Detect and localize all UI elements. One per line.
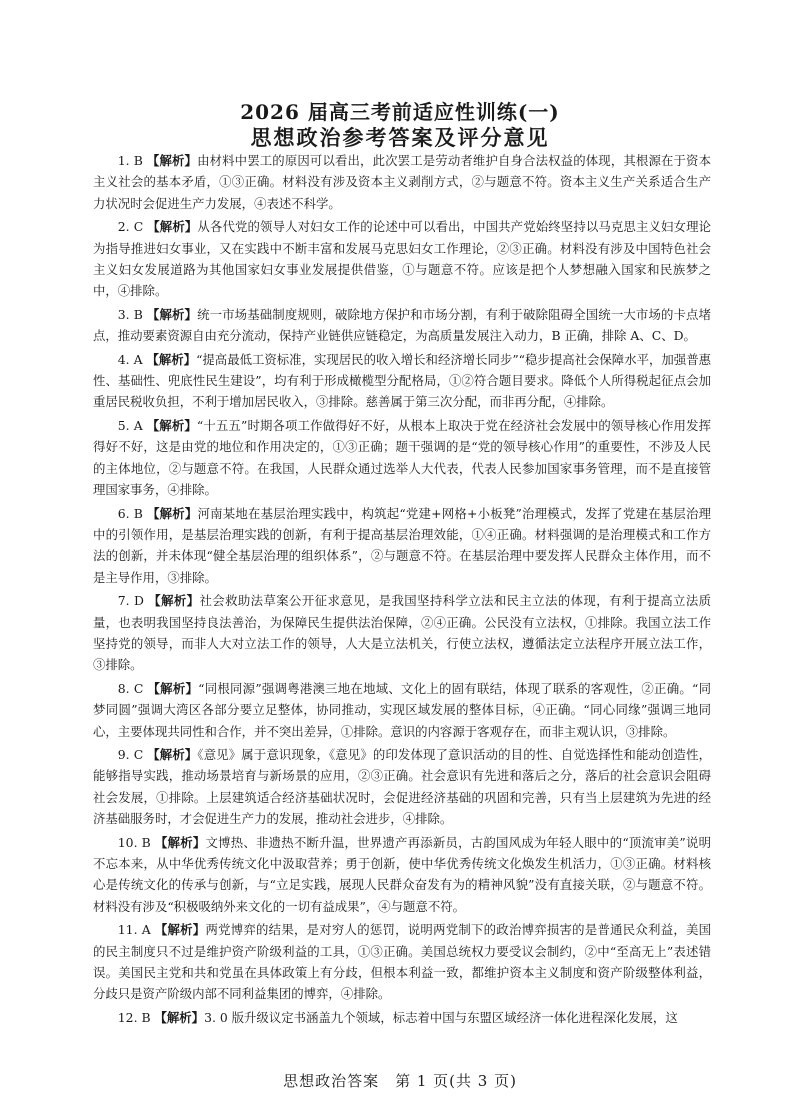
answer-item bbox=[93, 678, 711, 742]
answer-list bbox=[93, 150, 711, 1030]
answer-item bbox=[93, 744, 711, 830]
answer-number: 2. C bbox=[117, 219, 144, 235]
answer-text: 《意见》属于意识现象，《意见》的印发体现了意识活动的目的性、自觉选择性和能动创造性，能够指导实践，推动场景培育与新场景的应用，②③正确。社会意识有先进和落后之分，落后的社会意识会阻碍社会发展，①排除。上层建筑适合经济基础状况时，会促进经济基础的巩固和完善，只有当上层建筑为先进的经济基础服务时，才会促进生产力的发展，推动社会进步，④排除。 bbox=[93, 746, 711, 827]
answer-item bbox=[93, 503, 711, 589]
answer-number: 10. B bbox=[117, 834, 151, 850]
answer-text: 两党博弈的结果，是对穷人的惩罚，说明两党制下的政治博弈损害的是普通民众利益，美国的民主制度只不过是维护资产阶级利益的工具，①③正确。美国总统权力要受议会制约，②中“至高无上”表述错误。美国民主党和共和党虽在具体政策上有分歧，但根本利益一致，都维护资本主义制度和资产阶级整体利益，分歧只是资产阶级内部不同利益集团的博弈，④排除。 bbox=[93, 922, 712, 1002]
analysis-tag: 【解析】 bbox=[154, 834, 206, 850]
answer-text: 统一市场基础制度规则，破除地方保护和市场分割，有利于破除阻碍全国统一大市场的卡点堵点，推动要素资源自由充分流动，保持产业链供应链稳定，为高质量发展注入动力，B 正确，排除 A、C、D。 bbox=[93, 306, 711, 344]
analysis-tag: 【解析】 bbox=[146, 351, 197, 367]
answer-text: “提高最低工资标准，实现居民的收入增长和经济增长同步”“稳步提高社会保障水平，加强普惠性、基础性、兜底性民生建设”，均有利于形成橄榄型分配格局，①②符合题目要求。降低个人所得税起征点会加重居民税收负担，不利于增加居民收入，③排除。慈善属于第三次分配，而非再分配，④排除。 bbox=[93, 351, 711, 410]
answer-item bbox=[93, 590, 711, 676]
answer-item bbox=[93, 216, 711, 302]
answer-number: 3. B bbox=[117, 306, 143, 322]
answer-text: 文博热、非遗热不断升温，世界遗产再添新员，古韵国风成为年轻人眼中的“顶流审美”说明不忘本来，从中华优秀传统文化中汲取营养；勇于创新，使中华优秀传统文化焕发生机活力，①③正确。材料核心是传统文化的传承与创新，与“立足实践，展现人民群众奋发有为的精神风貌”没有直接关联，②与题意不符。材料没有涉及“积极吸纳外来文化的一切有益成果”，④与题意不符。 bbox=[93, 834, 712, 914]
analysis-tag: 【解析】 bbox=[147, 680, 199, 696]
answer-item bbox=[93, 349, 711, 413]
analysis-tag: 【解析】 bbox=[147, 746, 198, 762]
answer-item bbox=[93, 415, 711, 501]
answer-text: 社会救助法草案公开征求意见，是我国坚持科学立法和民主立法的体现，有利于提高立法质量，也表明我国坚持良法善治，为保障民生提供法治保障，②④正确。公民没有立法权，①排除。我国立法工作坚持党的领导，而非人大对立法工作的领导，人大是立法机关，行使立法权，遵循法定立法程序开展立法工作，③排除。 bbox=[93, 593, 712, 673]
page-subtitle: 思想政治参考答案及评分意见 bbox=[250, 125, 550, 150]
analysis-tag: 【解析】 bbox=[147, 505, 198, 521]
answer-number: 7. D bbox=[117, 593, 144, 609]
answer-item bbox=[93, 919, 711, 1005]
answer-item bbox=[93, 150, 711, 214]
answer-number: 6. B bbox=[117, 505, 143, 521]
answer-number: 12. B bbox=[117, 1009, 151, 1025]
analysis-tag: 【解析】 bbox=[146, 417, 197, 433]
answer-number: 11. A bbox=[117, 922, 151, 938]
page-title: 2026 届高三考前适应性训练(一) bbox=[240, 100, 560, 124]
answer-text: 从各代党的领导人对妇女工作的论述中可以看出，中国共产党始终坚持以马克思主义妇女理论为指导推进妇女事业，又在实践中不断丰富和发展马克思妇女工作理论，②③正确。材料没有涉及中国特色社会主义妇女发展道路为其他国家妇女事业发展提供借鉴，①与题意不符。应该是把个人梦想融入国家和民族梦之中，④排除。 bbox=[93, 219, 712, 299]
answer-number: 4. A bbox=[117, 351, 143, 367]
answer-text: 由材料中罢工的原因可以看出，此次罢工是劳动者维护自身合法权益的体现，其根源在于资本主义社会的基本矛盾，①③正确。材料没有涉及资本主义剥削方式，②与题意不符。资本主义生产关系适合生产力状况时会促进生产力发展，④表述不科学。 bbox=[93, 153, 711, 211]
analysis-tag: 【解析】 bbox=[147, 219, 198, 235]
analysis-tag: 【解析】 bbox=[154, 922, 206, 938]
analysis-tag: 【解析】 bbox=[154, 1009, 205, 1025]
answer-number: 5. A bbox=[117, 417, 143, 433]
answer-text: “十五五”时期各项工作做得好不好，从根本上取决于党在经济社会发展中的领导核心作用发挥得好不好，这是由党的地位和作用决定的，①③正确；题干强调的是“党的领导核心作用”的重要性，不涉及人民的主体地位，②与题意不符。在我国，人民群众通过选举人大代表，代表人民参加国家事务管理，而不是直接管理国家事务，④排除。 bbox=[93, 417, 712, 498]
answer-item bbox=[93, 304, 711, 347]
answer-text: 河南某地在基层治理实践中，构筑起“党建+网格+小板凳”治理模式，发挥了党建在基层治理中的引领作用，是基层治理实践的创新，有利于提高基层治理效能，①④正确。材料强调的是治理模式和工作方法的创新，并未体现“健全基层治理的组织体系”，②与题意不符。在基层治理中要发挥人民群众主体作用，而不是主导作用，③排除。 bbox=[93, 505, 711, 585]
answer-number: 1. B bbox=[117, 153, 143, 168]
answer-number: 8. C bbox=[117, 680, 144, 696]
analysis-tag: 【解析】 bbox=[148, 593, 200, 609]
answer-text: 3. 0 版升级议定书涵盖九个领域，标志着中国与东盟区域经济一体化进程深化发展，这 bbox=[204, 1009, 678, 1025]
analysis-tag: 【解析】 bbox=[146, 306, 198, 322]
answer-item bbox=[93, 832, 711, 918]
answer-text: “同根同源”强调粤港澳三地在地域、文化上的固有联结，体现了联系的客观性，②正确。“同梦同圆”强调大湾区各部分要立足整体，协同推动，实现区域发展的整体目标，④正确。“同心同缘”强调三地同心，主要体现共同性和合作，并不突出差异，①排除。意识的内容源于客观存在，而非主观认识，③排除。 bbox=[93, 680, 711, 739]
answer-number: 9. C bbox=[117, 746, 144, 762]
page-footer: 思想政治答案 第 1 页(共 3 页) bbox=[283, 1072, 517, 1090]
analysis-tag: 【解析】 bbox=[146, 153, 198, 168]
answer-item bbox=[93, 1007, 711, 1028]
